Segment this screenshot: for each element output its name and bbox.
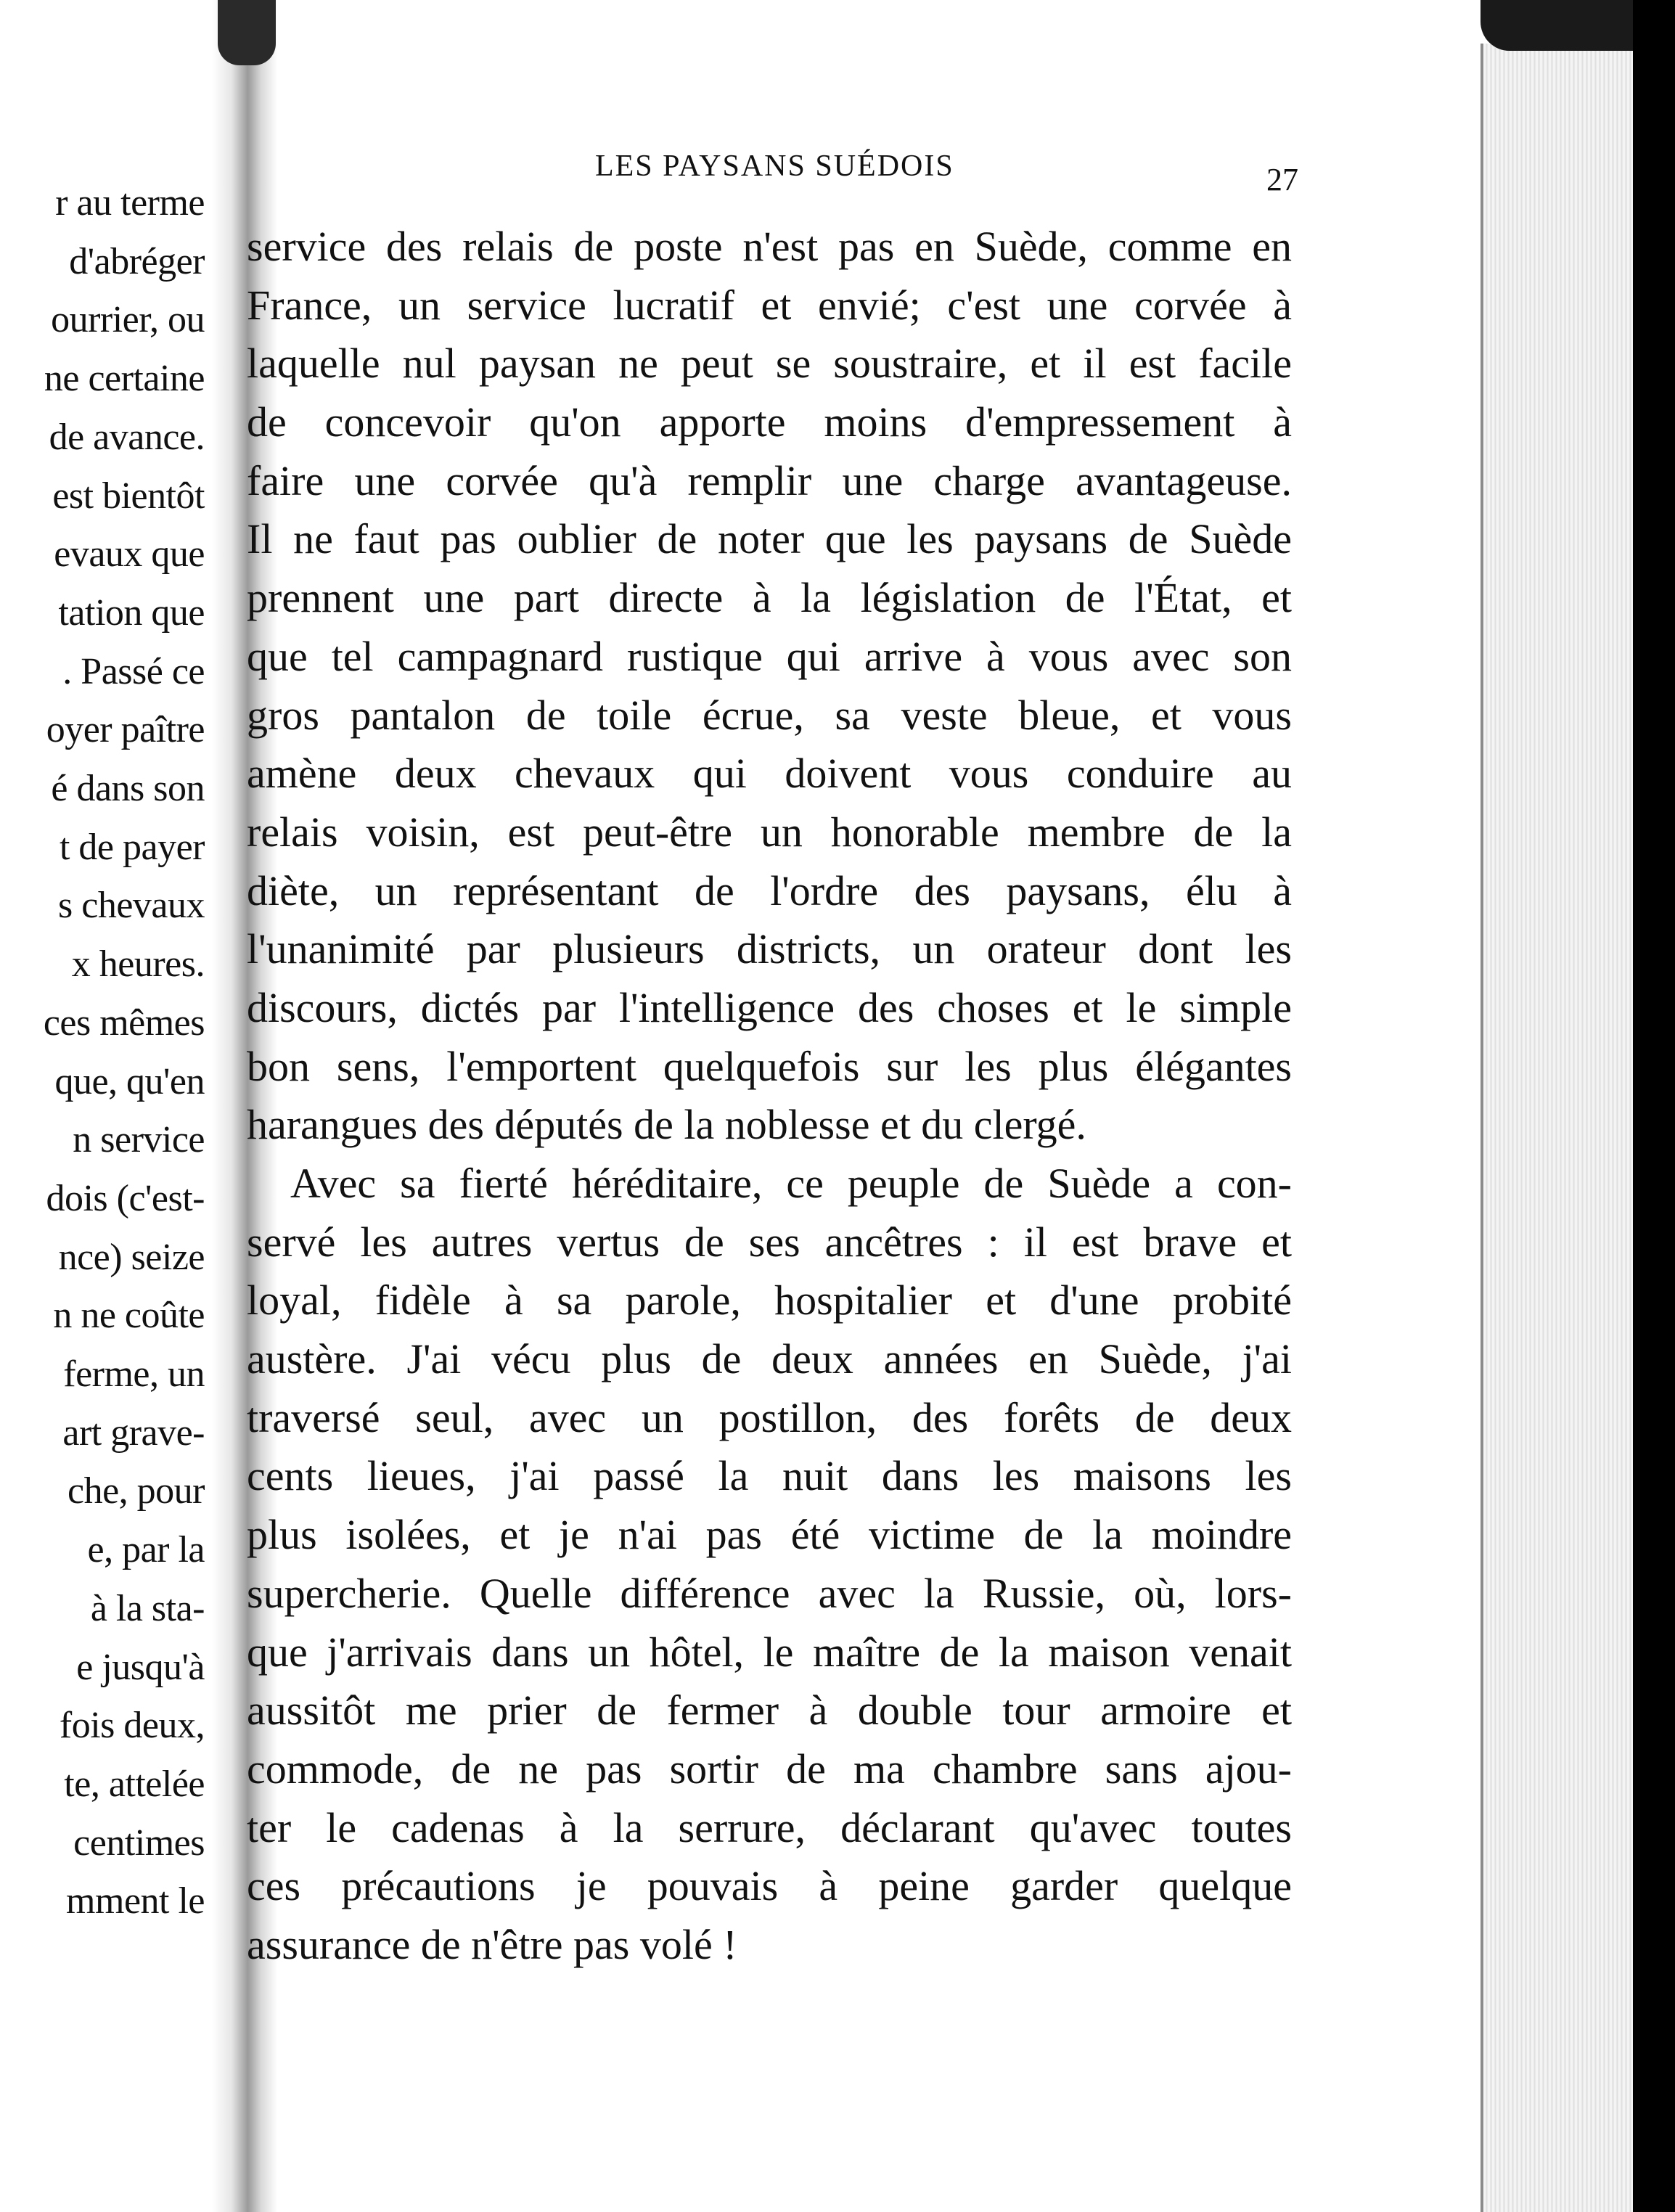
left-page-line: est bientôt bbox=[52, 475, 205, 517]
text-line: cents lieues, j'ai passé la nuit dans les maisons les bbox=[247, 1452, 1292, 1500]
left-page-line: e jusqu'à bbox=[76, 1646, 205, 1688]
text-line: supercherie. Quelle différence avec la Russie, où, lors- bbox=[247, 1569, 1292, 1617]
fore-edge-shadow bbox=[1481, 0, 1637, 51]
left-page-line: à la sta- bbox=[90, 1587, 205, 1629]
left-page-line: r au terme bbox=[55, 182, 205, 224]
left-page-line: s chevaux bbox=[58, 885, 205, 927]
left-page-line: oyer paître bbox=[46, 709, 205, 751]
text-line: amène deux chevaux qui doivent vous conduire au bbox=[247, 750, 1292, 798]
text-line: diète, un représentant de l'ordre des paysans, élu à bbox=[247, 867, 1292, 914]
left-page-line: tation que bbox=[58, 591, 205, 634]
text-line: que tel campagnard rustique qui arrive à vous avec son bbox=[247, 632, 1292, 680]
left-page-line: centimes bbox=[73, 1822, 205, 1864]
scanner-background bbox=[1633, 0, 1675, 2212]
text-line: prennent une part directe à la législation de l'État, et bbox=[247, 574, 1292, 622]
left-page-line: ne certaine bbox=[44, 358, 205, 400]
left-page-line: de avance. bbox=[49, 416, 205, 458]
text-line: France, un service lucratif et envié; c'est une corvée à bbox=[247, 281, 1292, 329]
left-page-line: x heures. bbox=[71, 943, 205, 986]
text-line: ter le cadenas à la serrure, déclarant qu'avec toutes bbox=[247, 1803, 1292, 1851]
left-page-line: n service bbox=[73, 1119, 205, 1161]
text-line: Il ne faut pas oublier de noter que les paysans de Suède bbox=[247, 515, 1292, 563]
text-line: faire une corvée qu'à remplir une charge avantageuse. bbox=[247, 456, 1292, 504]
left-page-line: t de payer bbox=[59, 826, 205, 868]
text-line: discours, dictés par l'intelligence des choses et le simple bbox=[247, 983, 1292, 1031]
left-page-line: n ne coûte bbox=[53, 1295, 205, 1337]
left-page-line: fois deux, bbox=[59, 1705, 205, 1747]
page-fore-edge bbox=[1481, 44, 1639, 2212]
left-page-line: é dans son bbox=[51, 768, 205, 809]
text-line: harangues des députés de la noblesse et du clergé. bbox=[247, 1101, 1086, 1149]
text-line: servé les autres vertus de ses ancêtres : il est brave et bbox=[247, 1218, 1292, 1266]
text-line: ces précautions je pouvais à peine garder quelque bbox=[247, 1862, 1292, 1910]
left-page-line: ourrier, ou bbox=[51, 299, 205, 341]
text-line: plus isolées, et je n'ai pas été victime de la moindre bbox=[247, 1511, 1292, 1559]
left-page-line: art grave- bbox=[62, 1412, 205, 1454]
left-page-line: e, par la bbox=[87, 1529, 205, 1571]
text-line: Avec sa fierté héréditaire, ce peuple de Suède a con- bbox=[290, 1160, 1292, 1207]
text-line: de concevoir qu'on apporte moins d'empressement à bbox=[247, 398, 1292, 446]
left-page-line: evaux que bbox=[54, 533, 205, 575]
body-text bbox=[247, 218, 1292, 1975]
text-line: laquelle nul paysan ne peut se soustraire, et il est facile bbox=[247, 340, 1292, 388]
text-line: gros pantalon de toile écrue, sa veste bleue, et vous bbox=[247, 691, 1292, 739]
text-line: traversé seul, avec un postillon, des forêts de deux bbox=[247, 1393, 1292, 1441]
left-page-line: nce) seize bbox=[58, 1236, 205, 1278]
left-page-line: ces mêmes bbox=[43, 1001, 205, 1044]
text-line: relais voisin, est peut-être un honorable membre de la bbox=[247, 808, 1292, 856]
text-line: austère. J'ai vécu plus de deux années en Suède, j'ai bbox=[247, 1335, 1292, 1383]
gutter-shadow-top bbox=[218, 0, 276, 65]
text-line: commode, de ne pas sortir de ma chambre sans ajou- bbox=[247, 1745, 1292, 1793]
running-header: LES PAYSANS SUÉDOIS bbox=[595, 149, 954, 183]
left-page-line: ferme, un bbox=[63, 1353, 205, 1395]
text-line: bon sens, l'emportent quelquefois sur les plus élégantes bbox=[247, 1042, 1292, 1090]
left-page-line: . Passé ce bbox=[62, 650, 205, 692]
left-page-line: d'abréger bbox=[69, 240, 205, 282]
text-line: loyal, fidèle à sa parole, hospitalier et d'une probité bbox=[247, 1277, 1292, 1324]
left-page-line: te, attelée bbox=[64, 1763, 205, 1805]
text-line: service des relais de poste n'est pas en Suède, comme en bbox=[247, 223, 1292, 270]
left-page-fragment bbox=[0, 0, 218, 2212]
left-page-line: que, qu'en bbox=[54, 1060, 205, 1102]
text-line: assurance de n'être pas volé ! bbox=[247, 1920, 737, 1968]
text-line: aussitôt me prier de fermer à double tour armoire et bbox=[247, 1687, 1292, 1734]
page-number: 27 bbox=[1266, 162, 1298, 197]
left-page-line: che, pour bbox=[67, 1470, 205, 1512]
left-page-line: mment le bbox=[66, 1880, 205, 1922]
left-page-line: dois (c'est- bbox=[46, 1177, 205, 1219]
text-line: que j'arrivais dans un hôtel, le maître de la maison venait bbox=[247, 1628, 1292, 1676]
text-line: l'unanimité par plusieurs districts, un orateur dont les bbox=[247, 925, 1292, 973]
